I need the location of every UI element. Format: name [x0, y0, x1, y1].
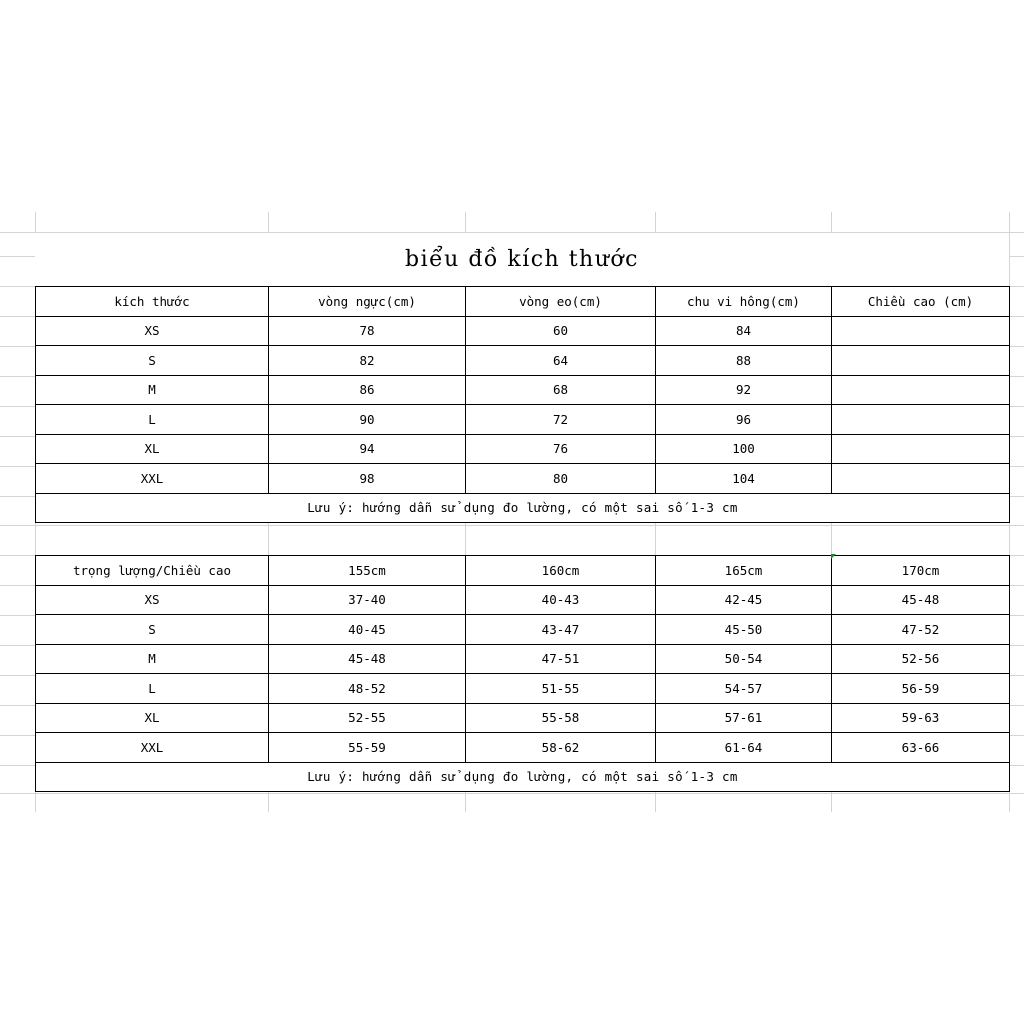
table-cell[interactable]: 40-45 — [269, 615, 466, 645]
gridline-horizontal — [0, 793, 1024, 794]
title-cell[interactable] — [35, 232, 1009, 287]
table-cell[interactable]: 63-66 — [832, 733, 1010, 763]
table-cell[interactable] — [832, 375, 1010, 405]
table-cell[interactable] — [832, 346, 1010, 376]
header-cell[interactable]: 160cm — [466, 556, 656, 586]
table-cell[interactable]: 47-51 — [466, 644, 656, 674]
table-cell[interactable]: 82 — [269, 346, 466, 376]
table-row — [36, 375, 1010, 405]
table-cell[interactable]: 104 — [656, 464, 832, 494]
table-cell[interactable]: 98 — [269, 464, 466, 494]
table-cell[interactable]: 64 — [466, 346, 656, 376]
header-cell[interactable]: trọng lượng/Chiều cao — [36, 556, 269, 586]
header-cell[interactable]: kích thước — [36, 287, 269, 317]
size-cell[interactable]: XXL — [36, 464, 269, 494]
table-cell[interactable]: 94 — [269, 434, 466, 464]
table-cell[interactable] — [832, 434, 1010, 464]
table-row — [36, 674, 1010, 704]
empty-row-gap — [35, 525, 1009, 555]
table-cell[interactable]: 57-61 — [656, 703, 832, 733]
table-row — [36, 346, 1010, 376]
table-cell[interactable]: 43-47 — [466, 615, 656, 645]
size-cell[interactable]: XL — [36, 703, 269, 733]
table-cell[interactable]: 61-64 — [656, 733, 832, 763]
table-cell[interactable]: 96 — [656, 405, 832, 435]
table-cell[interactable] — [832, 464, 1010, 494]
table-cell[interactable]: 52-56 — [832, 644, 1010, 674]
header-cell[interactable]: Chiều cao (cm) — [832, 287, 1010, 317]
table-cell[interactable]: 48-52 — [269, 674, 466, 704]
table-cell[interactable]: 68 — [466, 375, 656, 405]
table-cell[interactable]: 55-59 — [269, 733, 466, 763]
size-cell[interactable]: XXL — [36, 733, 269, 763]
table-cell[interactable]: 80 — [466, 464, 656, 494]
table-cell[interactable]: 42-45 — [656, 585, 832, 615]
table-cell[interactable]: 45-50 — [656, 615, 832, 645]
table-cell[interactable]: 45-48 — [832, 585, 1010, 615]
table-cell[interactable]: 51-55 — [466, 674, 656, 704]
table-cell[interactable]: 72 — [466, 405, 656, 435]
measurements-table — [35, 286, 1010, 523]
table-row — [36, 703, 1010, 733]
table-cell[interactable]: 55-58 — [466, 703, 656, 733]
table-cell[interactable]: 90 — [269, 405, 466, 435]
table-cell[interactable]: 92 — [656, 375, 832, 405]
weight-note[interactable]: Lưu ý: hướng dẫn sử dụng đo lường, có một sai số 1-3 cm — [36, 762, 1010, 792]
table-row — [36, 434, 1010, 464]
table-row — [36, 733, 1010, 763]
header-cell[interactable]: vòng ngực(cm) — [269, 287, 466, 317]
table-row — [36, 316, 1010, 346]
table-cell[interactable]: 88 — [656, 346, 832, 376]
header-cell[interactable]: 170cm — [832, 556, 1010, 586]
size-cell[interactable]: L — [36, 405, 269, 435]
table-note-row — [36, 762, 1010, 792]
size-cell[interactable]: XL — [36, 434, 269, 464]
size-cell[interactable]: M — [36, 644, 269, 674]
table-cell[interactable]: 76 — [466, 434, 656, 464]
table-header-row — [36, 556, 1010, 586]
size-cell[interactable]: S — [36, 346, 269, 376]
table-cell[interactable] — [832, 405, 1010, 435]
header-cell[interactable]: chu vi hông(cm) — [656, 287, 832, 317]
table-cell[interactable]: 100 — [656, 434, 832, 464]
size-cell[interactable]: XS — [36, 316, 269, 346]
weight-height-table — [35, 555, 1010, 792]
table-cell[interactable]: 54-57 — [656, 674, 832, 704]
header-cell[interactable]: 165cm — [656, 556, 832, 586]
size-cell[interactable]: M — [36, 375, 269, 405]
table-cell[interactable]: 45-48 — [269, 644, 466, 674]
size-cell[interactable]: S — [36, 615, 269, 645]
measurement-note[interactable]: Lưu ý: hướng dẫn sử dụng đo lường, có một sai số 1-3 cm — [36, 493, 1010, 523]
table-cell[interactable]: 56-59 — [832, 674, 1010, 704]
table-row — [36, 644, 1010, 674]
table-cell[interactable]: 40-43 — [466, 585, 656, 615]
table-note-row — [36, 493, 1010, 523]
header-cell[interactable]: 155cm — [269, 556, 466, 586]
table-cell[interactable]: 78 — [269, 316, 466, 346]
table-row — [36, 585, 1010, 615]
cell-comment-marker — [831, 554, 836, 559]
page-title: biểu đồ kích thước — [405, 247, 639, 272]
table-cell[interactable]: 58-62 — [466, 733, 656, 763]
table-cell[interactable] — [832, 316, 1010, 346]
table-cell[interactable]: 86 — [269, 375, 466, 405]
table-header-row — [36, 287, 1010, 317]
size-cell[interactable]: XS — [36, 585, 269, 615]
header-cell[interactable]: vòng eo(cm) — [466, 287, 656, 317]
table-cell[interactable]: 84 — [656, 316, 832, 346]
table-row — [36, 464, 1010, 494]
table-cell[interactable]: 47-52 — [832, 615, 1010, 645]
table-cell[interactable]: 37-40 — [269, 585, 466, 615]
table-row — [36, 615, 1010, 645]
size-cell[interactable]: L — [36, 674, 269, 704]
table-cell[interactable]: 59-63 — [832, 703, 1010, 733]
table-row — [36, 405, 1010, 435]
table-cell[interactable]: 60 — [466, 316, 656, 346]
table-cell[interactable]: 50-54 — [656, 644, 832, 674]
table-cell[interactable]: 52-55 — [269, 703, 466, 733]
